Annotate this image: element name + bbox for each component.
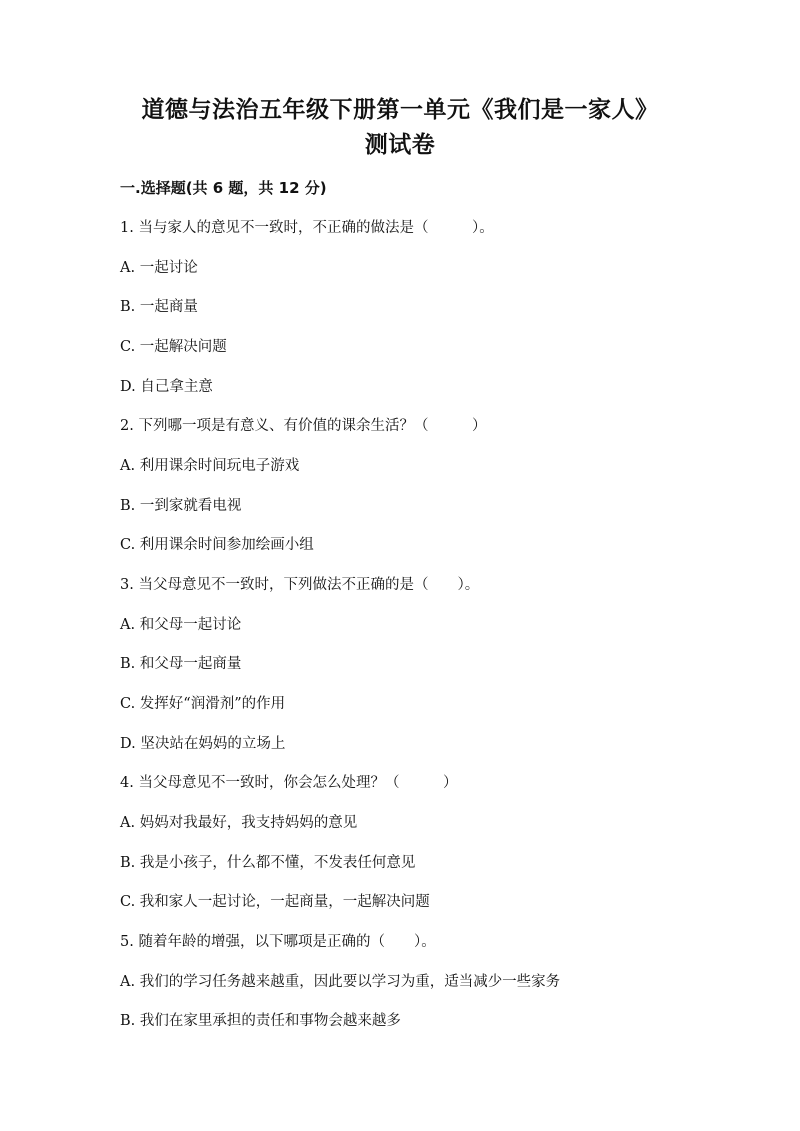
question-2-option-b: B. 一到家就看电视: [120, 498, 242, 514]
question-3-option-a: A. 和父母一起讨论: [120, 617, 242, 633]
question-4-option-b: B. 我是小孩子，什么都不懂，不发表任何意见: [120, 855, 416, 871]
question-4-stem: 4. 当父母意见不一致时，你会怎么处理？（ ）: [120, 775, 458, 791]
question-3-stem: 3. 当父母意见不一致时，下列做法不正确的是（ ）。: [120, 577, 480, 593]
question-3-option-c: C. 发挥好“润滑剂”的作用: [120, 696, 286, 712]
question-5-option-a: A. 我们的学习任务越来越重，因此要以学习为重，适当减少一些家务: [120, 974, 561, 990]
page-title-line2: 测试卷: [364, 132, 436, 158]
question-1-option-b: B. 一起商量: [120, 299, 198, 315]
page-title: 道德与法治五年级下册第一单元《我们是一家人》: [141, 97, 659, 123]
question-5-stem: 5. 随着年龄的增强，以下哪项是正确的（ ）。: [120, 934, 436, 950]
question-1-stem: 1. 当与家人的意见不一致时，不正确的做法是（ ）。: [120, 220, 494, 236]
question-4-option-a: A. 妈妈对我最好，我支持妈妈的意见: [120, 815, 358, 831]
question-2-stem: 2. 下列哪一项是有意义、有价值的课余生活？（ ）: [120, 418, 487, 434]
question-2-option-c: C. 利用课余时间参加绘画小组: [120, 537, 314, 553]
section-heading: 一.选择题(共 6 题，共 12 分): [120, 179, 327, 197]
question-1-option-a: A. 一起讨论: [120, 260, 198, 276]
question-5-option-b: B. 我们在家里承担的责任和事物会越来越多: [120, 1013, 401, 1029]
question-2-option-a: A. 利用课余时间玩电子游戏: [120, 458, 300, 474]
question-3-option-b: B. 和父母一起商量: [120, 656, 242, 672]
question-1-option-d: D. 自己拿主意: [120, 379, 213, 395]
question-1-option-c: C. 一起解决问题: [120, 339, 227, 355]
question-4-option-c: C. 我和家人一起讨论，一起商量，一起解决问题: [120, 894, 430, 910]
question-3-option-d: D. 坚决站在妈妈的立场上: [120, 736, 286, 752]
